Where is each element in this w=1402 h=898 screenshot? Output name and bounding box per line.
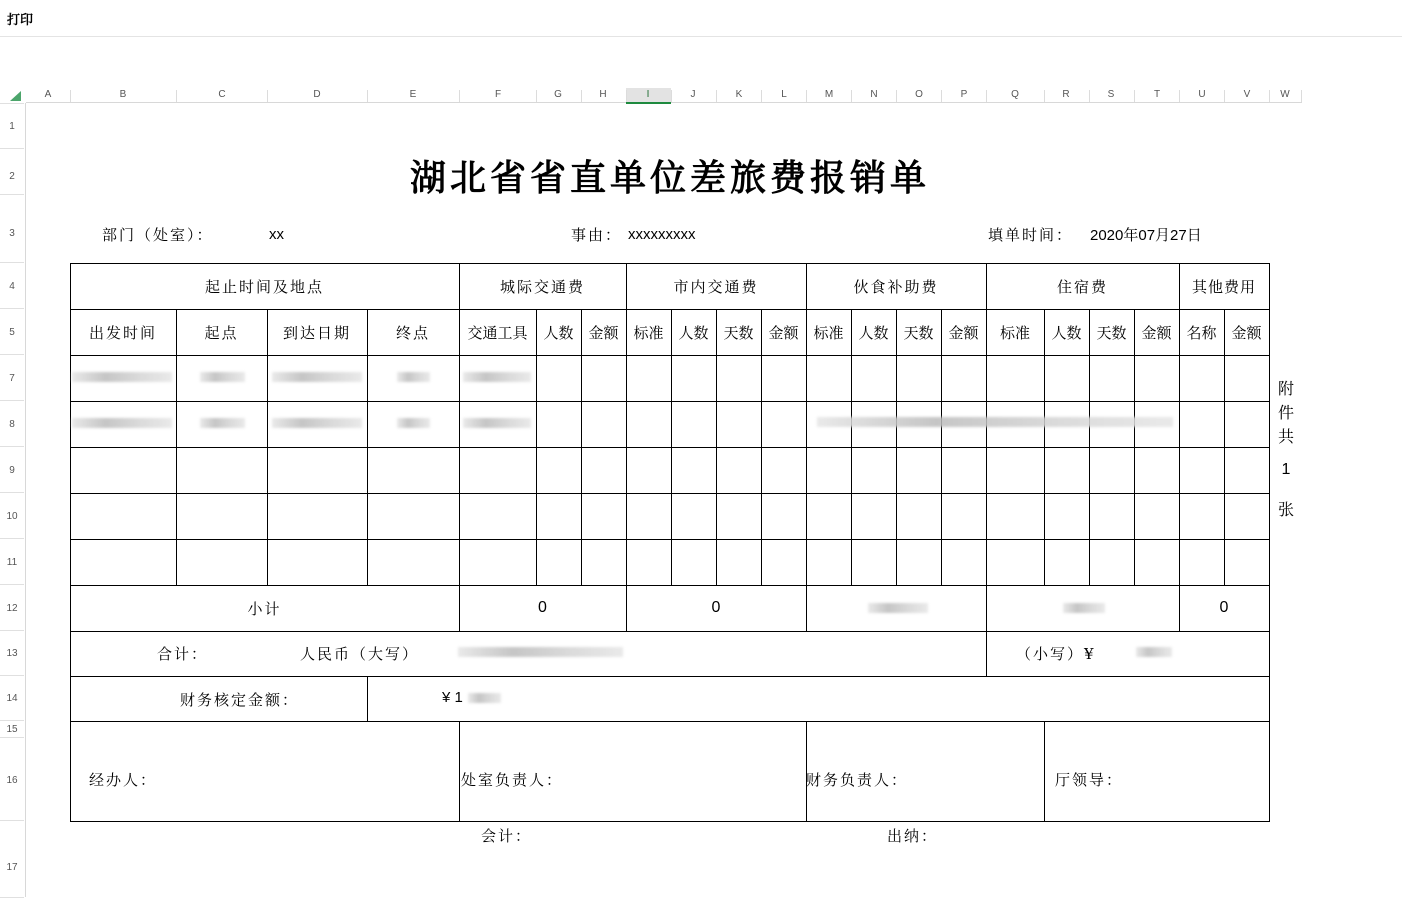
- column-header-label: B: [119, 89, 127, 100]
- column-header-label: N: [870, 89, 878, 100]
- form-title: 湖北省省直单位差旅费报销单: [409, 157, 930, 199]
- subheader-city-amount: 金额: [768, 324, 799, 342]
- finance-head-label: 财务负责人：: [806, 771, 909, 789]
- column-header-label: R: [1062, 89, 1070, 100]
- header-time-place: 起止时间及地点: [204, 278, 324, 296]
- column-separator[interactable]: [986, 90, 987, 102]
- header-lodging: 住宿费: [1056, 278, 1108, 296]
- audit-amount-label: 财务核定金额：: [180, 691, 300, 709]
- attachment-char-1: 附: [1277, 379, 1294, 398]
- row-header-14[interactable]: 14: [6, 693, 18, 704]
- column-header-label: O: [915, 89, 923, 100]
- subtotal-city: 0: [711, 599, 721, 616]
- redacted-depart-time-1: [72, 372, 172, 382]
- row-header-10[interactable]: 10: [6, 511, 18, 522]
- column-header-label: M: [824, 89, 834, 100]
- column-separator[interactable]: [536, 90, 537, 102]
- header-meal-allowance: 伙食补助费: [853, 278, 939, 296]
- column-separator[interactable]: [896, 90, 897, 102]
- row-header-8[interactable]: 8: [9, 419, 15, 430]
- cashier-label: 出纳：: [887, 827, 939, 845]
- row-header-12[interactable]: 12: [6, 603, 18, 614]
- column-header-label: E: [409, 89, 417, 100]
- column-header-label: G: [554, 89, 562, 100]
- subheader-destination: 终点: [395, 324, 430, 342]
- reason-value: xxxxxxxxx: [628, 226, 696, 243]
- redacted-subtotal-meal: [868, 603, 928, 613]
- row-separator[interactable]: [0, 194, 24, 195]
- column-separator[interactable]: [851, 90, 852, 102]
- director-label: 厅领导：: [1055, 771, 1124, 789]
- row-separator[interactable]: [0, 354, 24, 355]
- header-intercity-transport: 城际交通费: [499, 278, 585, 296]
- column-header-label: W: [1280, 89, 1290, 100]
- date-label: 填单时间：: [988, 226, 1074, 244]
- row-separator[interactable]: [0, 820, 24, 821]
- subheader-depart-time: 出发时间: [88, 324, 157, 342]
- redacted-meal-lodging-2: [817, 417, 1173, 427]
- row-header-1[interactable]: 1: [9, 121, 15, 132]
- attachment-count: 1: [1281, 461, 1291, 478]
- subheader-meal-people: 人数: [858, 324, 889, 342]
- subheader-arrive-date: 到达日期: [282, 324, 351, 342]
- column-separator[interactable]: [806, 90, 807, 102]
- row-separator[interactable]: [0, 584, 24, 585]
- subheader-other-name: 名称: [1186, 324, 1217, 342]
- row-separator[interactable]: [0, 538, 24, 539]
- subheader-meal-days: 天数: [903, 324, 934, 342]
- row-header-16[interactable]: 16: [6, 775, 18, 786]
- column-separator[interactable]: [176, 90, 177, 102]
- column-separator[interactable]: [1224, 90, 1225, 102]
- subheader-city-standard: 标准: [633, 324, 664, 342]
- accountant-label: 会计：: [481, 827, 533, 845]
- subheader-vehicle: 交通工具: [467, 324, 528, 342]
- attachment-char-2: 件: [1277, 403, 1294, 422]
- subheader-meal-amount: 金额: [948, 324, 979, 342]
- subheader-lodging-standard: 标准: [999, 324, 1030, 342]
- row-header-4[interactable]: 4: [9, 281, 15, 292]
- column-header-label: A: [44, 89, 52, 100]
- redacted-vehicle-1: [463, 372, 531, 382]
- column-header-label: D: [313, 89, 321, 100]
- subtotal-label: 小计: [247, 600, 282, 618]
- row-header-2[interactable]: 2: [9, 171, 15, 182]
- redacted-depart-time-2: [72, 418, 172, 428]
- column-separator[interactable]: [70, 90, 71, 102]
- print-toolbar: [0, 0, 1402, 37]
- column-separator[interactable]: [761, 90, 762, 102]
- column-separator[interactable]: [459, 90, 460, 102]
- column-separator[interactable]: [626, 90, 627, 102]
- subheader-meal-standard: 标准: [813, 324, 844, 342]
- row-separator[interactable]: [0, 148, 24, 149]
- column-header-label: Q: [1011, 89, 1019, 100]
- column-header-label: F: [494, 89, 502, 100]
- subheader-city-people: 人数: [678, 324, 709, 342]
- select-all-corner[interactable]: [10, 91, 21, 101]
- column-header-label: I: [646, 89, 650, 100]
- redacted-destination-1: [397, 372, 430, 382]
- redacted-subtotal-lodging: [1063, 603, 1105, 613]
- redacted-destination-2: [397, 418, 430, 428]
- column-separator[interactable]: [716, 90, 717, 102]
- attachment-char-5: 张: [1277, 500, 1294, 519]
- column-separator[interactable]: [1089, 90, 1090, 102]
- subheader-origin: 起点: [204, 324, 239, 342]
- row-separator[interactable]: [0, 630, 24, 631]
- subheader-intercity-people: 人数: [543, 324, 574, 342]
- redacted-vehicle-2: [463, 418, 531, 428]
- row-header-11[interactable]: 11: [6, 557, 18, 568]
- print-title: 打印: [7, 13, 34, 28]
- dept-value: xx: [269, 226, 284, 243]
- row-separator[interactable]: [0, 720, 24, 721]
- header-other-expenses: 其他费用: [1191, 278, 1256, 296]
- row-separator[interactable]: [0, 103, 24, 104]
- dept-label: 部门（处室）：: [102, 226, 214, 244]
- redacted-arrive-date-2: [272, 418, 362, 428]
- subheader-intercity-amount: 金额: [588, 324, 619, 342]
- column-header-label: H: [599, 89, 607, 100]
- row-header-15[interactable]: 15: [6, 724, 18, 735]
- rmb-lowercase-label: （小写）¥: [1016, 645, 1096, 663]
- row-header-17[interactable]: 17: [6, 862, 18, 873]
- handler-label: 经办人：: [89, 771, 158, 789]
- row-header-border: [25, 103, 26, 897]
- column-header-label: L: [781, 89, 787, 100]
- row-separator[interactable]: [0, 492, 24, 493]
- row-header-9[interactable]: 9: [9, 465, 15, 476]
- subheader-lodging-people: 人数: [1051, 324, 1082, 342]
- row-separator[interactable]: [0, 675, 24, 676]
- row-separator[interactable]: [0, 737, 24, 738]
- column-header-label: U: [1198, 89, 1206, 100]
- row-header-5[interactable]: 5: [9, 327, 15, 338]
- column-header-label: T: [1153, 89, 1161, 100]
- column-header-label: S: [1107, 89, 1115, 100]
- row-separator[interactable]: [0, 262, 24, 263]
- header-city-transport: 市内交通费: [673, 278, 759, 296]
- column-separator[interactable]: [671, 90, 672, 102]
- column-header-label: P: [960, 89, 968, 100]
- column-header-label: V: [1243, 89, 1251, 100]
- column-header-label: K: [735, 89, 743, 100]
- column-header-label: J: [690, 89, 696, 100]
- total-label: 合计：: [157, 645, 209, 663]
- column-separator[interactable]: [367, 90, 368, 102]
- row-header-13[interactable]: 13: [6, 648, 18, 659]
- row-separator[interactable]: [0, 446, 24, 447]
- row-separator[interactable]: [0, 308, 24, 309]
- reason-label: 事由：: [571, 226, 623, 244]
- redacted-origin-1: [200, 372, 245, 382]
- date-value: 2020年07月27日: [1090, 227, 1202, 244]
- column-separator[interactable]: [1179, 90, 1180, 102]
- rmb-uppercase-label: 人民币（大写）: [300, 645, 420, 663]
- column-header-label: C: [218, 89, 226, 100]
- redacted-origin-2: [200, 418, 245, 428]
- attachment-char-3: 共: [1277, 427, 1294, 446]
- column-separator[interactable]: [267, 90, 268, 102]
- subheader-lodging-days: 天数: [1096, 324, 1127, 342]
- subheader-city-days: 天数: [723, 324, 754, 342]
- redacted-rmb-uppercase: [458, 647, 623, 657]
- subheader-lodging-amount: 金额: [1141, 324, 1172, 342]
- redacted-audit-amount: [468, 693, 501, 703]
- column-separator[interactable]: [581, 90, 582, 102]
- column-separator[interactable]: [1301, 90, 1302, 102]
- subtotal-intercity: 0: [538, 599, 547, 616]
- subtotal-other: 0: [1219, 599, 1229, 616]
- redacted-rmb-lowercase: [1136, 647, 1172, 657]
- row-separator[interactable]: [0, 400, 24, 401]
- column-separator[interactable]: [1134, 90, 1135, 102]
- row-header-7[interactable]: 7: [9, 373, 15, 384]
- dept-head-label: 处室负责人：: [461, 771, 564, 789]
- subheader-other-amount: 金额: [1231, 324, 1262, 342]
- redacted-arrive-date-1: [272, 372, 362, 382]
- column-separator[interactable]: [941, 90, 942, 102]
- row-header-3[interactable]: 3: [9, 228, 15, 239]
- column-separator[interactable]: [1044, 90, 1045, 102]
- audit-amount-prefix: ¥ 1: [442, 689, 463, 706]
